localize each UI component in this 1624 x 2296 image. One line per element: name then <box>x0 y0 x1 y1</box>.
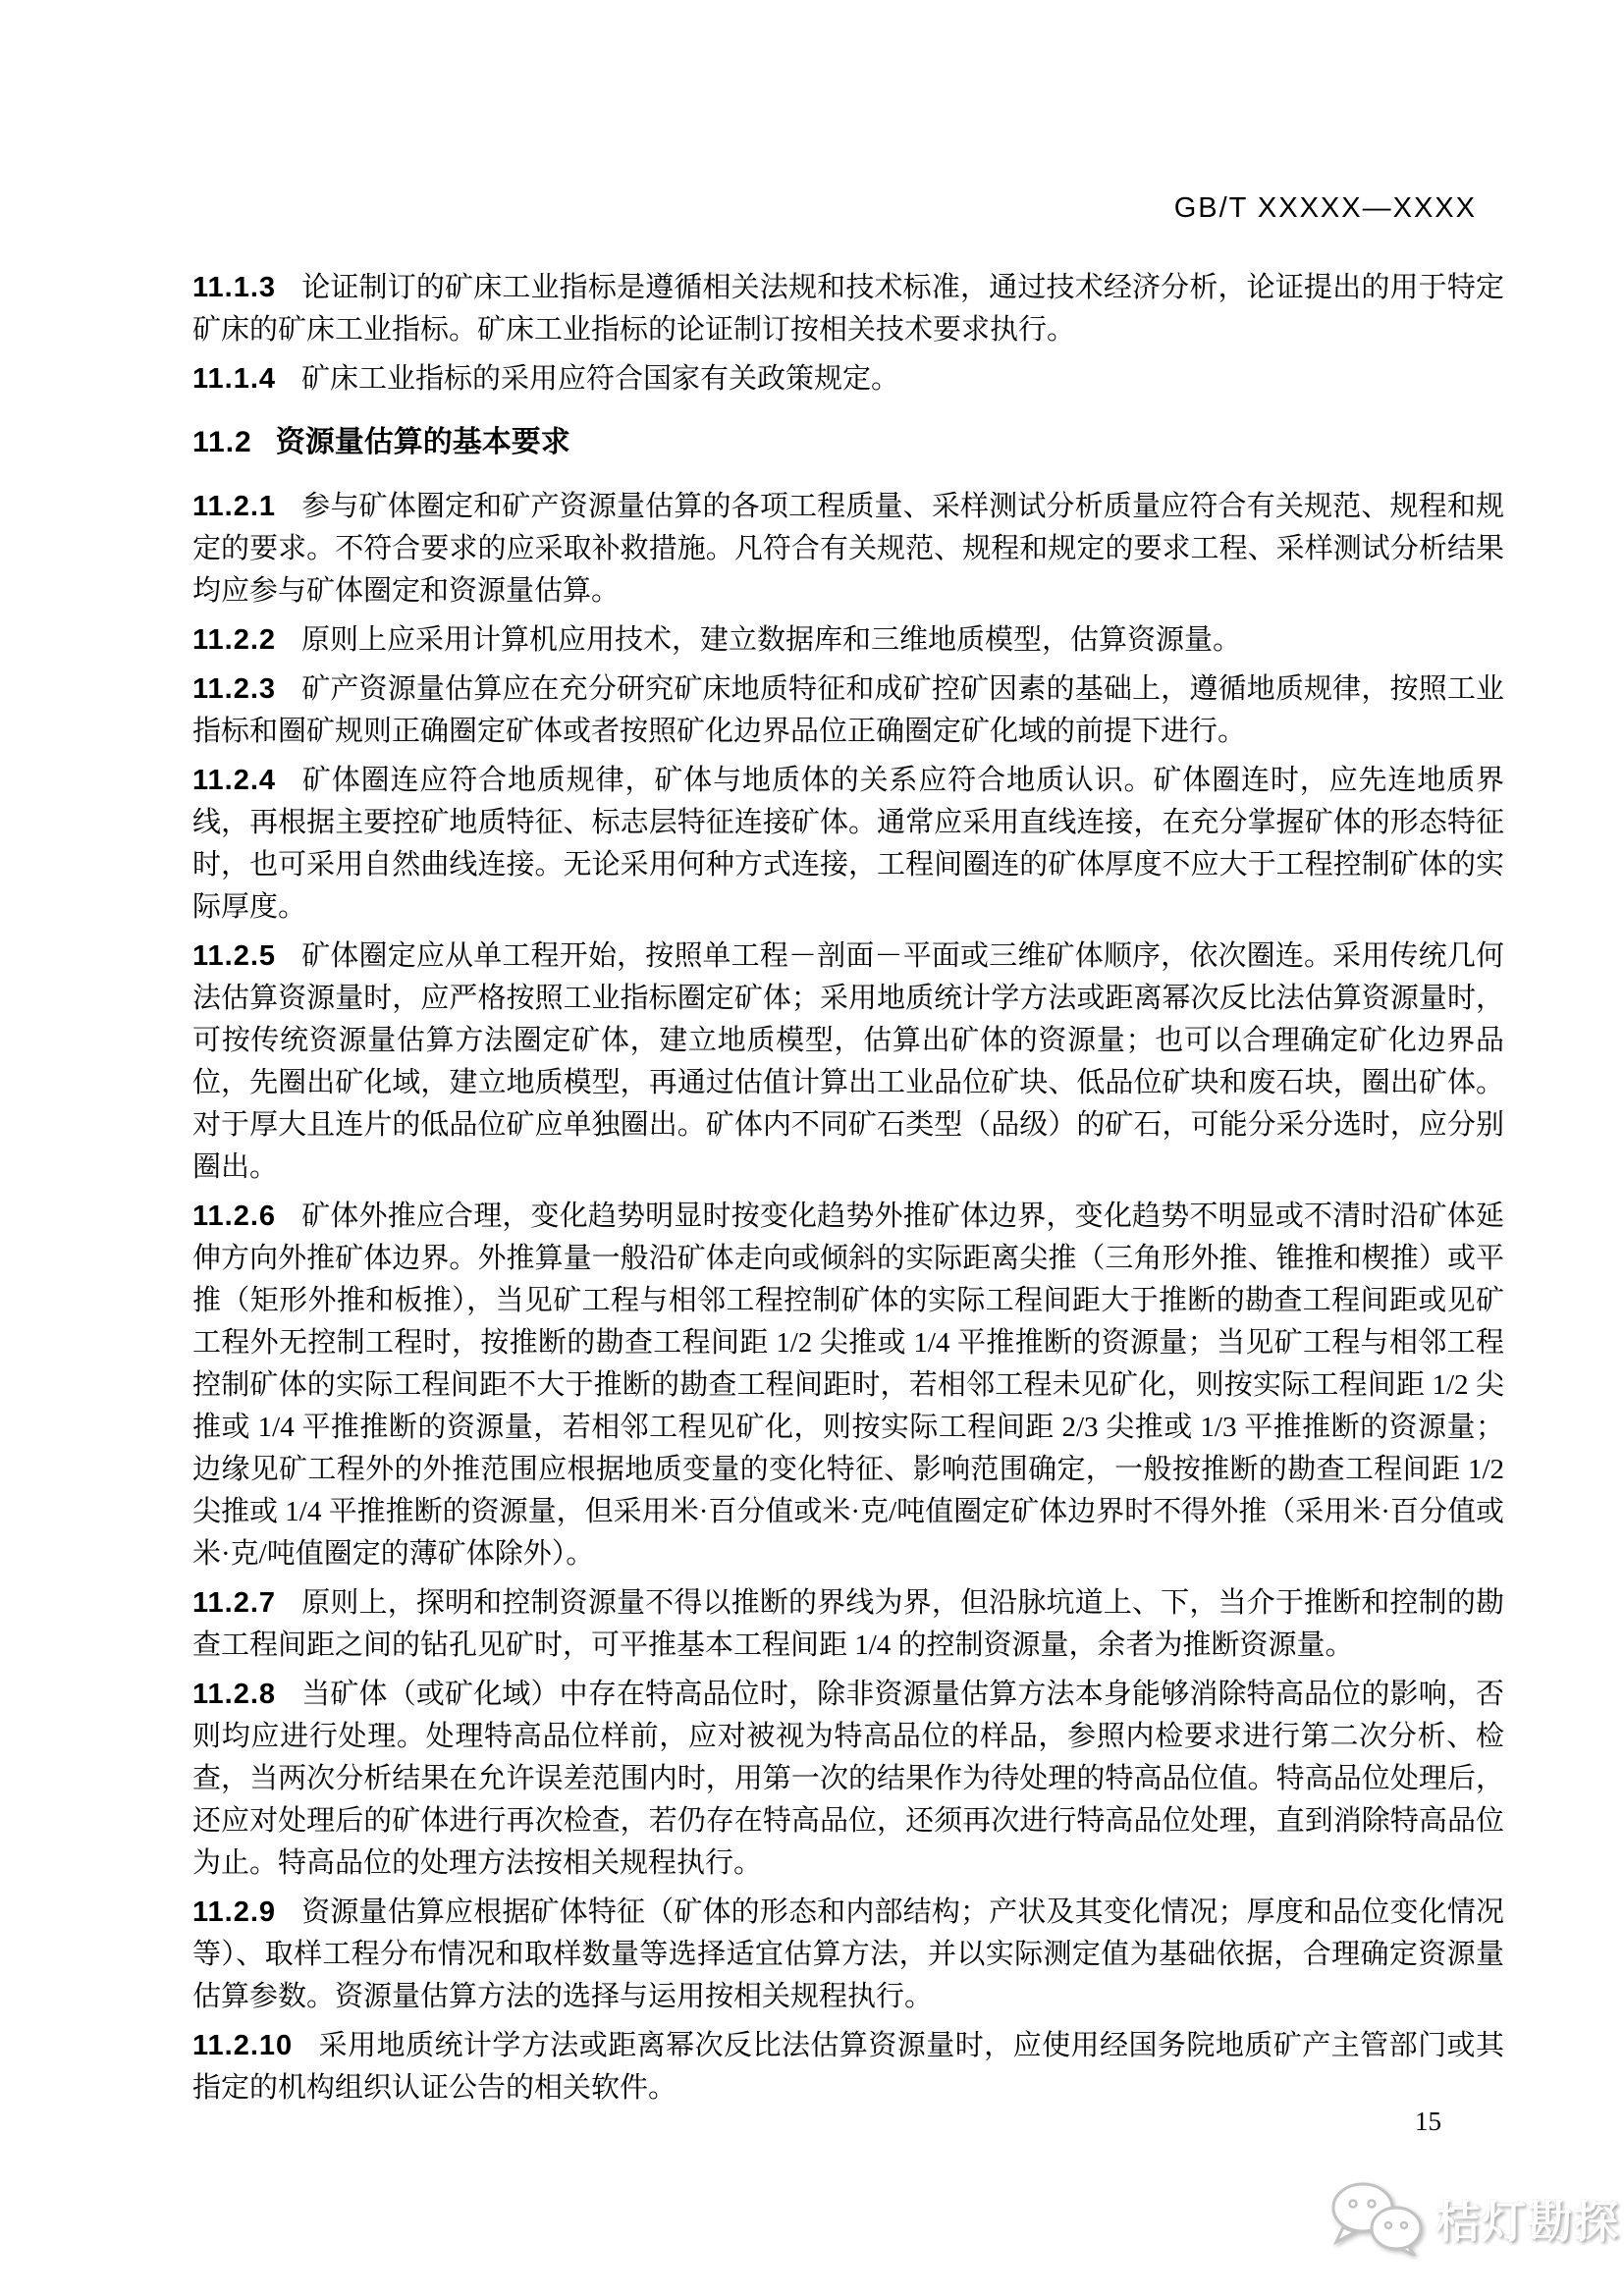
clause-number: 11.2.8 <box>192 1679 277 1710</box>
running-header: GB/T XXXXX—XXXX <box>1173 192 1477 224</box>
page-number: 15 <box>1415 2107 1441 2136</box>
clause-11-2-9 <box>192 1892 1504 2018</box>
clause-text: 矿床工业指标的采用应符合国家有关政策规定。 <box>301 363 900 395</box>
clause-number: 11.2.1 <box>192 491 277 522</box>
clause-text: 矿体圈连应符合地质规律，矿体与地质体的关系应符合地质认识。矿体圈连时，应先连地质界线，再根据主要控矿地质特征、标志层特征连接矿体。通常应采用直线连接，在充分掌握矿体的形态特征时，也可采用自然曲线连接。无论采用何种方式连接，工程间圈连的矿体厚度不应大于工程控制矿体的实际厚度。 <box>192 765 1504 923</box>
clause-text: 论证制订的矿床工业指标是遵循相关法规和技术标准，通过技术经济分析，论证提出的用于特定矿床的矿床工业指标。矿床工业指标的论证制订按相关技术要求执行。 <box>192 272 1504 346</box>
clause-number: 11.2.3 <box>192 673 277 705</box>
clause-11-2-5 <box>192 935 1504 1189</box>
clause-11-2-1 <box>192 486 1504 613</box>
clause-number: 11.2.4 <box>192 765 277 796</box>
clause-11-2-10 <box>192 2025 1504 2109</box>
clause-text: 矿体外推应合理，变化趋势明显时按变化趋势外推矿体边界，变化趋势不明显或不清时沿矿体延伸方向外推矿体边界。外推算量一般沿矿体走向或倾斜的实际距离尖推（三角形外推、锥推和楔推）或平推（矩形外推和板推），当见矿工程与相邻工程控制矿体的实际工程间距大于推断的勘查工程间距或见矿工程外无控制工程时，按推断的勘查工程间距 1/2 尖推或 1/4 平推推断的资源量；当见矿工程与相邻工程控制矿体的实际工程间距不大于推断的勘查工程间距时，若相邻工程未见矿化，则按实际工程间距 1/2 尖推或 1/4 平推推断的资源量，若相邻工程见矿化，则按实际工程间距 2/3 尖推或 1/3 平推推断的资源量；边缘见矿工程外的外推范围应根据地质变量的变化特征、影响范围确定，一般按推断的勘查工程间距 1/2 尖推或 1/4 平推推断的资源量，但采用米·百分值或米·克/吨值圈定矿体边界时不得外推（采用米·百分值或米·克/吨值圈定的薄矿体除外）。 <box>192 1201 1504 1570</box>
heading-number: 11.2 <box>192 426 252 458</box>
clause-text: 原则上应采用计算机应用技术，建立数据库和三维地质模型，估算资源量。 <box>301 624 1242 656</box>
clause-11-2-2 <box>192 619 1504 662</box>
clause-number: 11.2.6 <box>192 1201 277 1232</box>
clause-text: 矿产资源量估算应在充分研究矿床地质特征和成矿控矿因素的基础上，遵循地质规律，按照工业指标和圈矿规则正确圈定矿体或者按照矿化边界品位正确圈定矿化域的前提下进行。 <box>192 673 1504 747</box>
clause-number: 11.1.4 <box>192 363 277 395</box>
clause-11-2-6 <box>192 1196 1504 1575</box>
clause-number: 11.2.2 <box>192 624 277 656</box>
clause-text: 当矿体（或矿化域）中存在特高品位时，除非资源量估算方法本身能够消除特高品位的影响，否则均应进行处理。处理特高品位样前，应对被视为特高品位的样品，参照内检要求进行第二次分析、检查，当两次分析结果在允许误差范围内时，用第一次的结果作为待处理的特高品位值。特高品位处理后，还应对处理后的矿体进行再次检查，若仍存在特高品位，还须再次进行特高品位处理，直到消除特高品位为止。特高品位的处理方法按相关规程执行。 <box>192 1679 1504 1879</box>
clause-text: 资源量估算应根据矿体特征（矿体的形态和内部结构；产状及其变化情况；厚度和品位变化情况等）、取样工程分布情况和取样数量等选择适宜估算方法，并以实际测定值为基础依据，合理确定资源量估算参数。资源量估算方法的选择与运用按相关规程执行。 <box>192 1896 1504 2012</box>
clause-text: 参与矿体圈定和矿产资源量估算的各项工程质量、采样测试分析质量应符合有关规范、规程和规定的要求。不符合要求的应采取补救措施。凡符合有关规范、规程和规定的要求工程、采样测试分析结果均应参与矿体圈定和资源量估算。 <box>192 491 1504 607</box>
watermark <box>1326 2179 1620 2256</box>
heading-text: 资源量估算的基本要求 <box>275 426 570 458</box>
clause-text: 矿体圈定应从单工程开始，按照单工程－剖面－平面或三维矿体顺序，依次圈连。采用传统几何法估算资源量时，应严格按照工业指标圈定矿体；采用地质统计学方法或距离幂次反比法估算资源量时，可按传统资源量估算方法圈定矿体，建立地质模型，估算出矿体的资源量；也可以合理确定矿化边界品位，先圈出矿化域，建立地质模型，再通过估值计算出工业品位矿块、低品位矿块和废石块，圈出矿体。对于厚大且连片的低品位矿应单独圈出。矿体内不同矿石类型（品级）的矿石，可能分采分选时，应分别圈出。 <box>192 940 1504 1183</box>
clause-number: 11.2.10 <box>192 2030 294 2061</box>
clause-11-1-3 <box>192 267 1504 351</box>
clause-text: 原则上，探明和控制资源量不得以推断的界线为界，但沿脉坑道上、下，当介于推断和控制的勘查工程间距之间的钻孔见矿时，可平推基本工程间距 1/4 的控制资源量，余者为推断资源量。 <box>192 1587 1504 1661</box>
clause-number: 11.2.7 <box>192 1587 277 1619</box>
clause-11-2-3 <box>192 668 1504 753</box>
clause-11-2-8 <box>192 1674 1504 1885</box>
clause-11-2-7 <box>192 1582 1504 1667</box>
clause-11-1-4 <box>192 358 1504 400</box>
clause-number: 11.2.5 <box>192 940 277 972</box>
clause-number: 11.2.9 <box>192 1896 277 1928</box>
clause-text: 采用地质统计学方法或距离幂次反比法估算资源量时，应使用经国务院地质矿产主管部门或其指定的机构组织认证公告的相关软件。 <box>192 2030 1504 2104</box>
document-body <box>192 267 1504 2116</box>
clause-number: 11.1.3 <box>192 272 277 303</box>
section-heading-11-2 <box>192 421 1504 463</box>
clause-11-2-4 <box>192 760 1504 929</box>
watermark-text: 桔灯勘探 <box>1435 2196 1621 2247</box>
wechat-icon <box>1326 2179 1426 2256</box>
